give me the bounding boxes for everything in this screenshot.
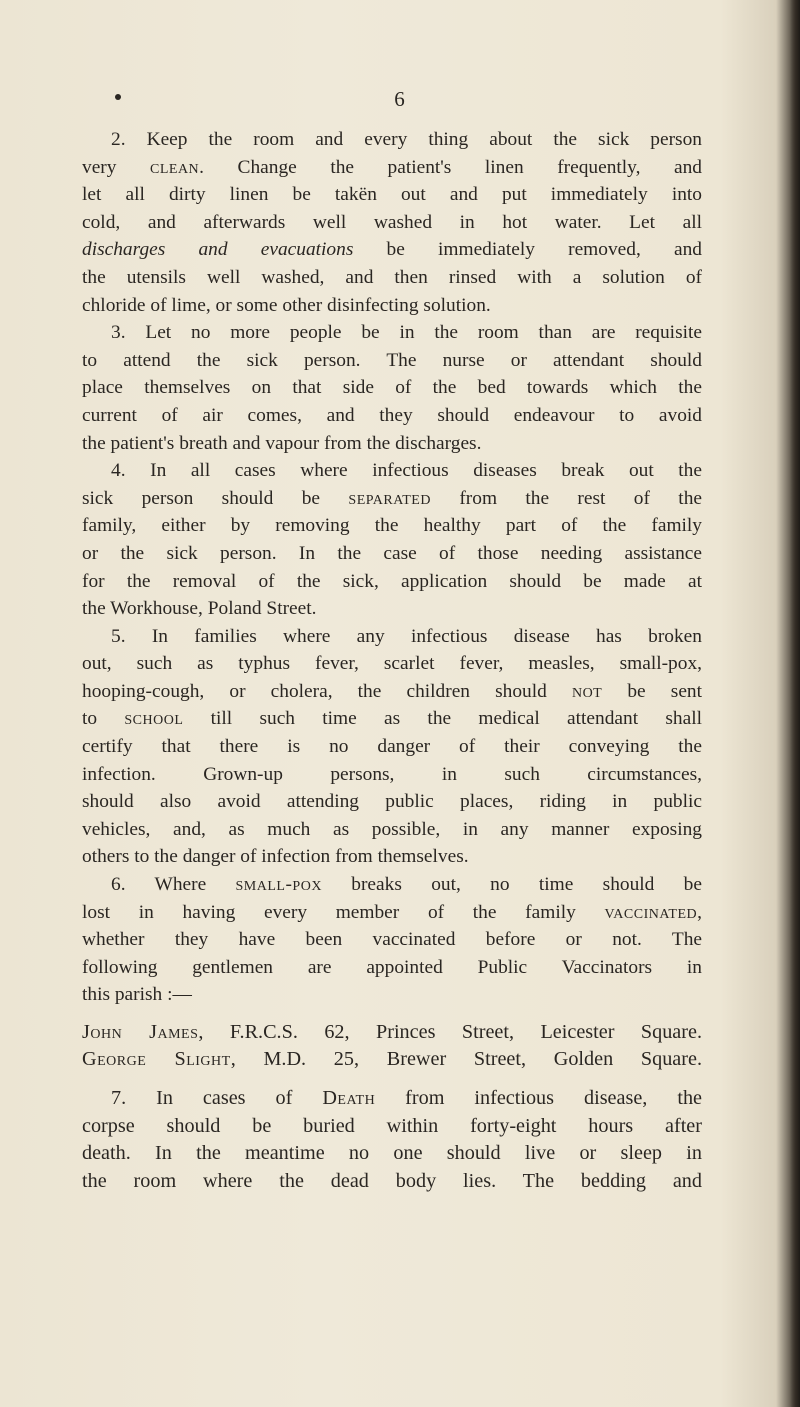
text-line: the utensils well washed, and then rinsed with a solution of — [82, 266, 702, 288]
text-line: hooping-cough, or cholera, the children should not be sent — [82, 680, 703, 702]
emphasis-vaccinated: vaccinated — [604, 901, 698, 923]
text-line: current of air comes, and they should endeavour to avoid — [82, 404, 702, 426]
body-text — [82, 126, 702, 1195]
text-line: following gentlemen are appointed Public Vaccinators in — [82, 956, 702, 978]
text-line: should also avoid attending public places, riding in public — [82, 791, 702, 813]
vaccinator-name: George Slight — [82, 1048, 231, 1070]
vaccinator-name: John James — [82, 1021, 199, 1043]
emphasis-clean: clean — [150, 156, 200, 178]
text-line: place themselves on that side of the bed towards which the — [82, 377, 702, 399]
text-line: let all dirty linen be takën out and put immediately into — [82, 184, 702, 206]
text-line: 7. In cases of Death from infectious disease, the — [111, 1087, 702, 1109]
emphasis-discharges: discharges and evacuations — [82, 239, 354, 261]
page-edge-shadow — [790, 0, 800, 1407]
text-line: discharges and evacuations be immediately removed, and — [82, 239, 702, 261]
text-line: sick person should be separated from the rest of the — [82, 487, 702, 509]
text-line: lost in having every member of the family vaccinated, — [82, 901, 702, 923]
text-line: for the removal of the sick, application should be made at — [82, 570, 702, 592]
page-number: 6 — [394, 87, 406, 111]
text-line: the Workhouse, Poland Street. — [82, 598, 317, 620]
emphasis-school: school — [124, 708, 184, 730]
text-line: corpse should be buried within forty-eight hours after — [82, 1114, 702, 1137]
emphasis-small-pox: small-pox — [235, 874, 322, 896]
text-line: death. In the meantime no one should live or sleep in — [82, 1142, 702, 1165]
text-line: to school till such time as the medical attendant shall — [82, 708, 702, 730]
text-line: 5. In families where any infectious disease has broken — [111, 625, 702, 647]
emphasis-not: not — [571, 680, 603, 702]
text-line: to attend the sick person. The nurse or attendant should — [82, 349, 702, 371]
text-line: out, such as typhus fever, scarlet fever, measles, small-pox, — [82, 653, 702, 675]
text-line: the patient's breath and vapour from the discharges. — [82, 432, 482, 454]
text-line: certify that there is no danger of their conveying the — [82, 736, 702, 758]
text-line: others to the danger of infection from themselves. — [82, 846, 469, 868]
text-line: vehicles, and, as much as possible, in any manner exposing — [82, 818, 702, 840]
text-line: or the sick person. In the case of those needing assistance — [82, 542, 702, 564]
text-line: 3. Let no more people be in the room than are requisite — [111, 322, 702, 344]
text-line: chloride of lime, or some other disinfecting solution. — [82, 294, 491, 316]
text-line: whether they have been vaccinated before or not. The — [82, 929, 702, 951]
vaccinator-entry: George Slight, M.D. 25, Brewer Street, Golden Square. — [82, 1048, 702, 1070]
text-line: family, either by removing the healthy part of the family — [82, 515, 702, 537]
emphasis-death: Death — [322, 1087, 376, 1109]
text-line: 4. In all cases where infectious diseases break out the — [111, 460, 702, 482]
text-line: infection. Grown-up persons, in such circumstances, — [82, 763, 702, 785]
text-line: 6. Where small-pox breaks out, no time should be — [111, 874, 702, 896]
emphasis-separated: separated — [348, 487, 431, 509]
text-line: 2. Keep the room and every thing about the sick person — [111, 129, 702, 150]
text-line: very clean. Change the patient's linen frequently, and — [82, 156, 702, 178]
vaccinator-list — [82, 1019, 702, 1073]
text-line: the room where the dead body lies. The bedding and — [82, 1169, 702, 1192]
text-line: this parish :— — [82, 984, 192, 1006]
text-line: cold, and afterwards well washed in hot water. Let all — [82, 211, 702, 233]
vaccinator-entry: John James, F.R.C.S. 62, Princes Street, Leicester Square. — [82, 1021, 702, 1043]
